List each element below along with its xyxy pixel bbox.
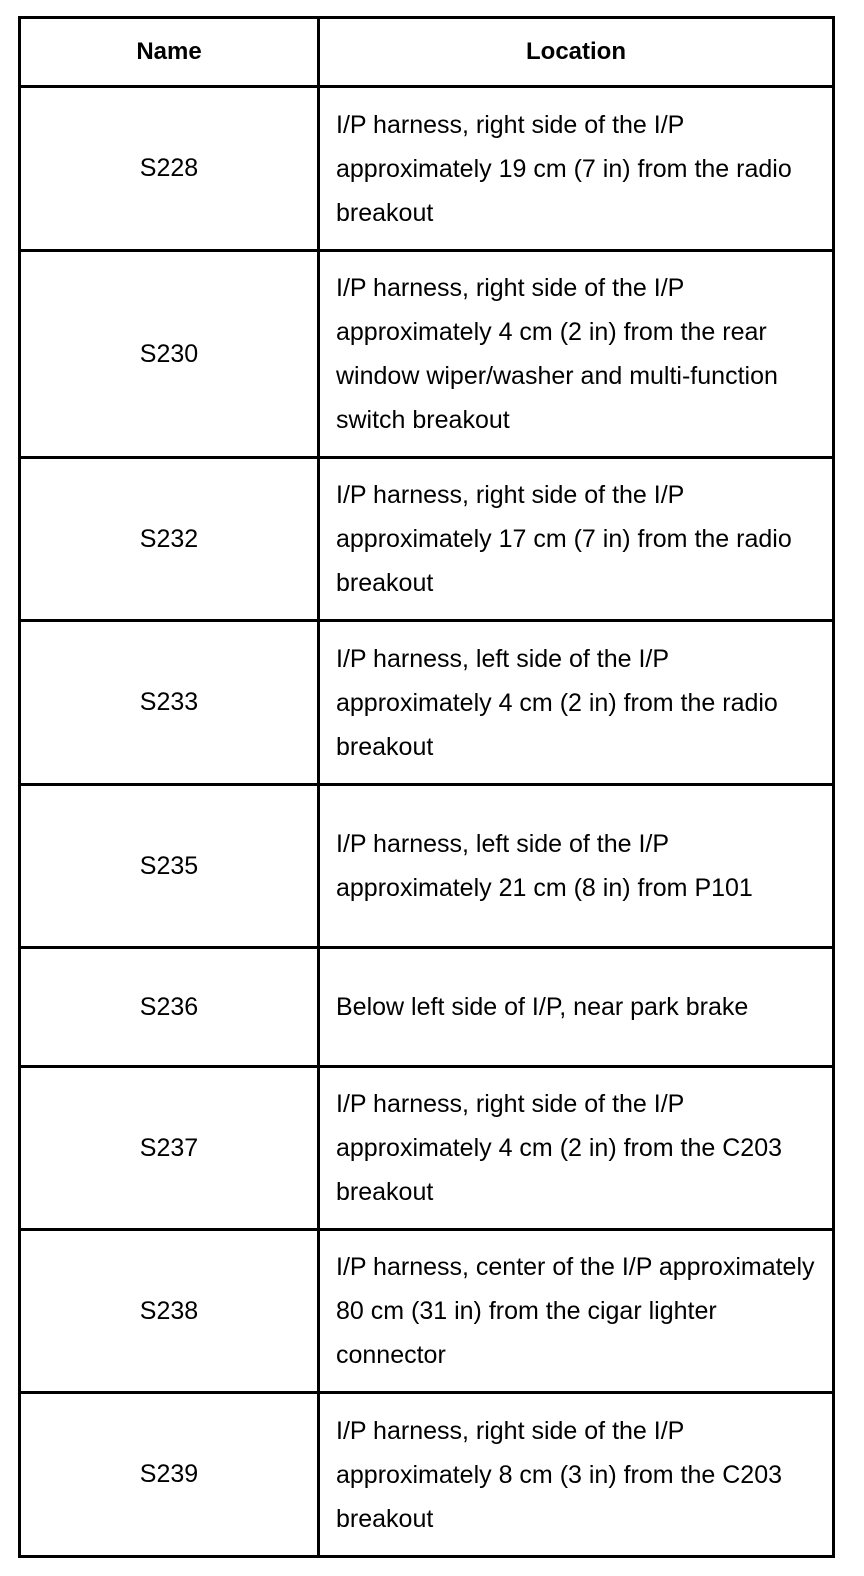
table-row [20, 458, 834, 621]
splice-name: S238 [20, 1230, 319, 1393]
splice-name: S239 [20, 1393, 319, 1557]
table-row [20, 1393, 834, 1557]
table-row [20, 1067, 834, 1230]
splice-location: I/P harness, left side of the I/P approximately 21 cm (8 in) from P101 [319, 785, 834, 948]
table-row [20, 1230, 834, 1393]
splice-name: S232 [20, 458, 319, 621]
splice-name: S237 [20, 1067, 319, 1230]
table-row [20, 621, 834, 785]
column-header-name: Name [20, 18, 319, 87]
splice-location: I/P harness, center of the I/P approximately 80 cm (31 in) from the cigar lighter connector [319, 1230, 834, 1393]
splice-name: S236 [20, 948, 319, 1067]
splice-name: S233 [20, 621, 319, 785]
splice-name: S228 [20, 87, 319, 251]
splice-location: I/P harness, right side of the I/P approximately 4 cm (2 in) from the C203 breakout [319, 1067, 834, 1230]
table-row [20, 251, 834, 458]
table-header-row [20, 18, 834, 87]
table-row [20, 87, 834, 251]
splice-location: I/P harness, right side of the I/P approximately 4 cm (2 in) from the rear window wiper/washer and multi-function switch breakout [319, 251, 834, 458]
splice-location: I/P harness, right side of the I/P approximately 8 cm (3 in) from the C203 breakout [319, 1393, 834, 1557]
column-header-location: Location [319, 18, 834, 87]
splice-name: S230 [20, 251, 319, 458]
splice-name: S235 [20, 785, 319, 948]
table-row [20, 785, 834, 948]
splice-location: I/P harness, right side of the I/P approximately 17 cm (7 in) from the radio breakout [319, 458, 834, 621]
splice-location: I/P harness, right side of the I/P approximately 19 cm (7 in) from the radio breakout [319, 87, 834, 251]
splice-location: I/P harness, left side of the I/P approximately 4 cm (2 in) from the radio breakout [319, 621, 834, 785]
splice-location: Below left side of I/P, near park brake [319, 948, 834, 1067]
splice-location-table [18, 16, 835, 1558]
table-row [20, 948, 834, 1067]
